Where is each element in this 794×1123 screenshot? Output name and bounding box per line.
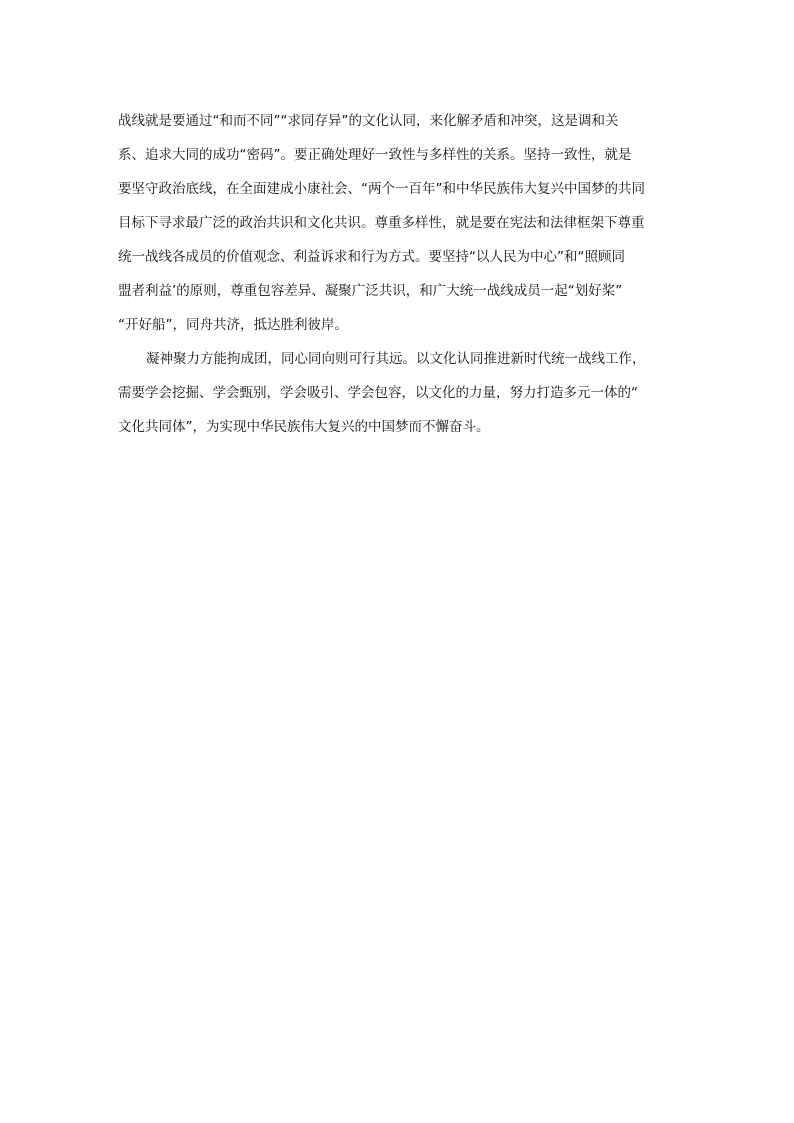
text-line: 需要学会挖掘、学会甄别，学会吸引、学会包容，以文化的力量，努力打造多元一体的“ xyxy=(118,385,638,401)
paragraph-2 xyxy=(118,342,678,444)
text-line: 系、追求大同的成功“密码”。要正确处理好一致性与多样性的关系。坚持一致性，就是 xyxy=(118,147,632,163)
document-body xyxy=(118,104,678,444)
text-line: 统一战线各成员的价值观念、利益诉求和行为方式。要坚持“以人民为中心”和“照顾同 xyxy=(118,249,625,265)
text-line: 要坚守政治底线，在全面建成小康社会、“两个一百年”和中华民族伟大复兴中国梦的共同 xyxy=(118,181,645,197)
text-line: 盟者利益’的原则，尊重包容差异、凝聚广泛共识，和广大统一战线成员一起“划好桨” xyxy=(118,283,623,299)
paragraph-1 xyxy=(118,104,678,342)
text-line: 战线就是要通过“和而不同”“求同存异”的文化认同，来化解矛盾和冲突，这是调和关 xyxy=(118,113,619,129)
text-line: 凝神聚力方能拘成团，同心同向则可行其远。以文化认同推进新时代统一战线工作， xyxy=(146,351,646,367)
text-line: 文化共同体”，为实现中华民族伟大复兴的中国梦而不懈奋斗。 xyxy=(118,419,490,435)
text-line: 目标下寻求最广泛的政治共识和文化共识。尊重多样性，就是要在宪法和法律框架下尊重 xyxy=(118,215,645,231)
text-line: “开好船”，同舟共济，抵达胜利彼岸。 xyxy=(118,317,348,333)
